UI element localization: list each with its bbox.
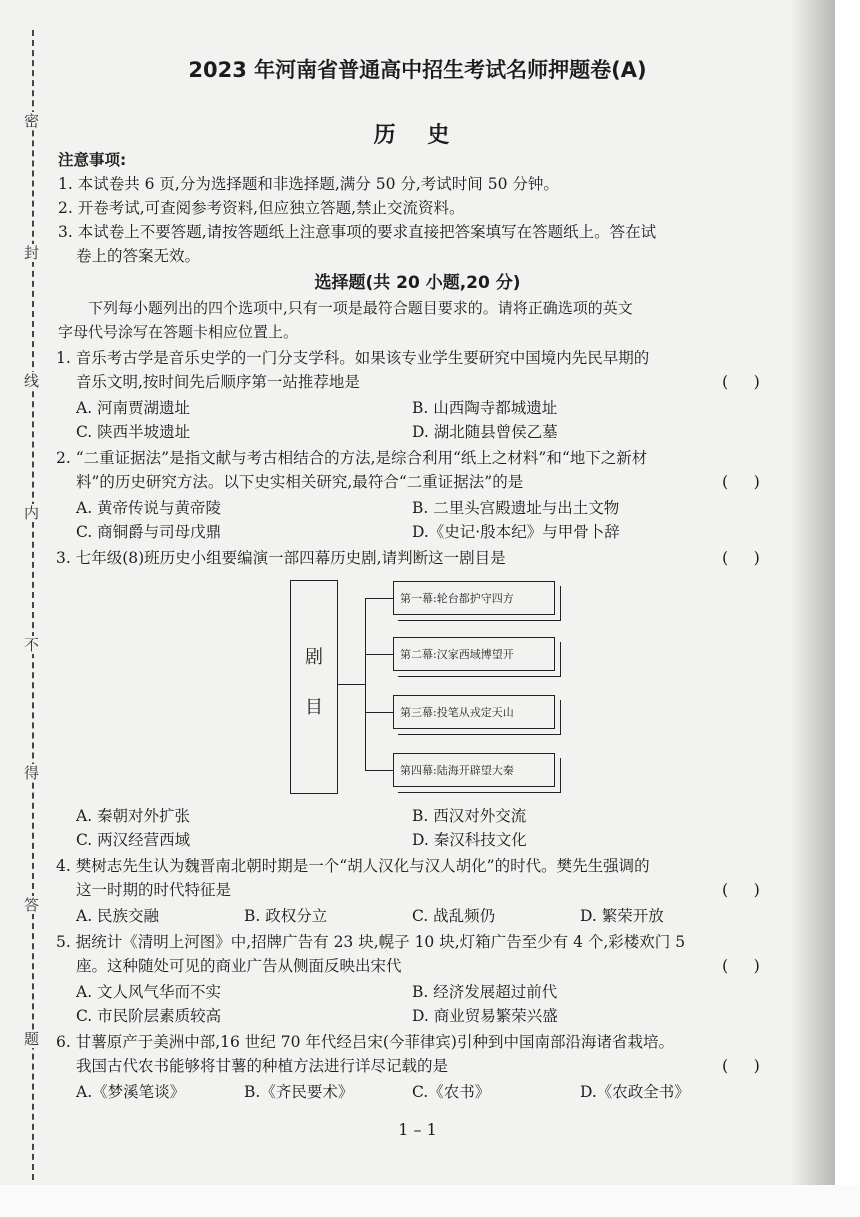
diagram-main-label: 剧 bbox=[305, 647, 323, 668]
act-2-box: 第二幕:汉家西域博望开 bbox=[393, 637, 555, 671]
question-2-stem: 料”的历史研究方法。以下史实相关研究,最符合“二重证据法”的是 bbox=[76, 473, 524, 491]
question-6-stem: 6. 甘薯原产于美洲中部,16 世纪 70 年代经吕宋(今菲律宾)引种到中国南部沿海诸省栽培。 bbox=[56, 1033, 674, 1051]
option-d: D. 繁荣开放 bbox=[580, 907, 664, 925]
option-b: B.《齐民要术》 bbox=[244, 1083, 354, 1101]
question-2-stem: 2. “二重证据法”是指文献与考古相结合的方法,是综合利用“纸上之材料”和“地下之新材 bbox=[56, 449, 648, 467]
diagram-main-label: 目 bbox=[305, 697, 323, 718]
option-c: C. 两汉经营西域 bbox=[76, 831, 191, 849]
diagram-main-box bbox=[290, 580, 338, 794]
answer-blank: ( ) bbox=[722, 472, 760, 491]
margin-label: 线 bbox=[24, 372, 40, 390]
question-1-stem: 1. 音乐考古学是音乐史学的一门分支学科。如果该专业学生要研究中国境内先民早期的 bbox=[56, 349, 650, 367]
section-instructions: 下列每小题列出的四个选项中,只有一项是最符合题目要求的。请将正确选项的英文 bbox=[88, 299, 633, 317]
option-a: A. 黄帝传说与黄帝陵 bbox=[76, 499, 222, 517]
option-b: B. 二里头宫殿遗址与出土文物 bbox=[412, 499, 620, 517]
option-d: D.《史记·殷本纪》与甲骨卜辞 bbox=[412, 523, 620, 541]
section-title: 选择题(共 20 小题,20 分) bbox=[314, 273, 521, 293]
margin-label: 内 bbox=[24, 504, 40, 522]
margin-label: 题 bbox=[24, 1030, 40, 1048]
act-3-box: 第三幕:投笔从戎定天山 bbox=[393, 695, 555, 729]
option-c: C. 市民阶层素质较高 bbox=[76, 1007, 222, 1025]
option-b: B. 政权分立 bbox=[244, 907, 328, 925]
option-b: B. 西汉对外交流 bbox=[412, 807, 527, 825]
question-1-stem: 音乐文明,按时间先后顺序第一站推荐地是 bbox=[76, 373, 360, 391]
subject-title: 历 史 bbox=[373, 122, 462, 148]
option-b: B. 经济发展超过前代 bbox=[412, 983, 558, 1001]
option-a: A. 秦朝对外扩张 bbox=[76, 807, 191, 825]
binding-dashed-line bbox=[32, 30, 34, 1180]
answer-blank: ( ) bbox=[722, 372, 760, 391]
connector-line bbox=[365, 712, 393, 713]
option-a: A.《梦溪笔谈》 bbox=[76, 1083, 186, 1101]
margin-label: 答 bbox=[24, 896, 40, 914]
option-a: A. 民族交融 bbox=[76, 907, 160, 925]
option-d: D. 商业贸易繁荣兴盛 bbox=[412, 1007, 558, 1025]
answer-blank: ( ) bbox=[722, 956, 760, 975]
question-4-stem: 这一时期的时代特征是 bbox=[76, 881, 232, 899]
option-d: D. 秦汉科技文化 bbox=[412, 831, 527, 849]
page-number: 1 – 1 bbox=[398, 1120, 437, 1139]
margin-label: 封 bbox=[24, 244, 40, 262]
page-edge-shadow bbox=[790, 0, 835, 1185]
margin-label: 不 bbox=[24, 636, 40, 654]
option-c: C. 陕西半坡遗址 bbox=[76, 423, 191, 441]
note-item: 卷上的答案无效。 bbox=[76, 247, 201, 265]
question-6-stem: 我国古代农书能够将甘薯的种植方法进行详尽记载的是 bbox=[76, 1057, 449, 1075]
answer-blank: ( ) bbox=[722, 1056, 760, 1075]
option-b: B. 山西陶寺都城遗址 bbox=[412, 399, 558, 417]
scan-bottom-band bbox=[0, 1185, 860, 1217]
note-item: 2. 开卷考试,可查阅参考资料,但应独立答题,禁止交流资料。 bbox=[58, 199, 465, 217]
note-item: 1. 本试卷共 6 页,分为选择题和非选择题,满分 50 分,考试时间 50 分钟。 bbox=[58, 175, 559, 193]
drama-diagram bbox=[285, 572, 575, 802]
act-1-box: 第一幕:轮台都护守四方 bbox=[393, 581, 555, 615]
note-item: 3. 本试卷上不要答题,请按答题纸上注意事项的要求直接把答案填写在答题纸上。答在试 bbox=[58, 223, 657, 241]
connector-line bbox=[365, 654, 393, 655]
act-4-box: 第四幕:陆海开辟望大秦 bbox=[393, 753, 555, 787]
notes-header: 注意事项: bbox=[58, 151, 127, 169]
margin-label: 得 bbox=[24, 764, 40, 782]
connector-line bbox=[365, 598, 366, 770]
option-d: D.《农政全书》 bbox=[580, 1083, 690, 1101]
exam-title: 2023 年河南省普通高中招生考试名师押题卷(A) bbox=[188, 58, 647, 82]
question-5-stem: 5. 据统计《清明上河图》中,招牌广告有 23 块,幌子 10 块,灯箱广告至少有 4 个,彩楼欢门 5 bbox=[56, 933, 686, 951]
margin-label: 密 bbox=[24, 112, 40, 130]
question-4-stem: 4. 樊树志先生认为魏晋南北朝时期是一个“胡人汉化与汉人胡化”的时代。樊先生强调的 bbox=[56, 857, 650, 875]
connector-line bbox=[365, 770, 393, 771]
connector-line bbox=[337, 684, 365, 685]
answer-blank: ( ) bbox=[722, 880, 760, 899]
option-c: C. 商铜爵与司母戊鼎 bbox=[76, 523, 222, 541]
option-c: C.《农书》 bbox=[412, 1083, 491, 1101]
connector-line bbox=[365, 598, 393, 599]
section-instructions: 字母代号涂写在答题卡相应位置上。 bbox=[58, 323, 299, 341]
option-a: A. 河南贾湖遗址 bbox=[76, 399, 191, 417]
answer-blank: ( ) bbox=[722, 548, 760, 567]
question-5-stem: 座。这种随处可见的商业广告从侧面反映出宋代 bbox=[76, 957, 402, 975]
option-d: D. 湖北随县曾侯乙墓 bbox=[412, 423, 558, 441]
question-3-stem: 3. 七年级(8)班历史小组要编演一部四幕历史剧,请判断这一剧目是 bbox=[56, 549, 506, 567]
option-a: A. 文人风气华而不实 bbox=[76, 983, 222, 1001]
option-c: C. 战乱频仍 bbox=[412, 907, 496, 925]
